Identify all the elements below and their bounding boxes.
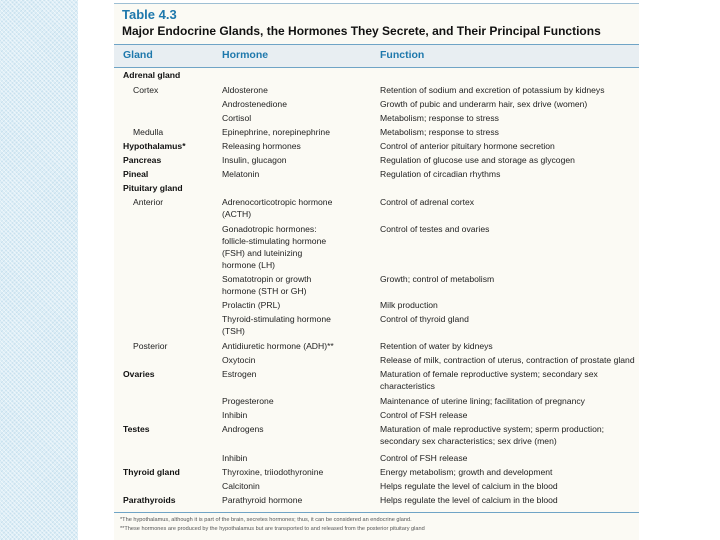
table-row (114, 381, 639, 393)
endocrine-table (114, 3, 639, 540)
gland-cell: Pineal (123, 169, 149, 179)
header-gland: Gland (123, 49, 153, 61)
hormone-cell: Thyroxine, triiodothyronine (222, 467, 324, 477)
decorative-side-stripe (0, 0, 78, 540)
hormone-cell: Oxytocin (222, 355, 256, 365)
hormone-cell: Inhibin (222, 410, 248, 420)
hormone-cell: Gonadotropic hormones: (222, 224, 317, 234)
gland-cell: Parathyroids (123, 495, 176, 505)
hormone-cell: Somatotropin or growth (222, 274, 312, 284)
function-cell: Control of adrenal cortex (380, 197, 475, 207)
table-row (114, 314, 639, 326)
function-cell: Release of milk, contraction of uterus, contraction of prostate gland (380, 355, 635, 365)
hormone-cell: Progesterone (222, 396, 274, 406)
hormone-cell: hormone (LH) (222, 260, 276, 270)
table-row (114, 355, 639, 367)
function-cell: Metabolism; response to stress (380, 127, 499, 137)
hormone-cell: Adrenocorticotropic hormone (222, 197, 333, 207)
hormone-cell: Releasing hormones (222, 141, 301, 151)
function-cell: Maturation of female reproductive system; secondary sex (380, 369, 598, 379)
table-row (114, 224, 639, 236)
table-row (114, 300, 639, 312)
hormone-cell: (FSH) and luteinizing (222, 248, 303, 258)
table-row (114, 85, 639, 97)
table-row (114, 369, 639, 381)
gland-cell: Pituitary gland (123, 183, 183, 193)
table-row (114, 99, 639, 111)
table-row (114, 495, 639, 507)
function-cell: Retention of water by kidneys (380, 341, 493, 351)
function-cell: Control of FSH release (380, 410, 468, 420)
table-row (114, 209, 639, 221)
hormone-cell: Epinephrine, norepinephrine (222, 127, 330, 137)
function-cell: Regulation of glucose use and storage as glycogen (380, 155, 575, 165)
table-title: Major Endocrine Glands, the Hormones They Secrete, and Their Principal Functions (122, 24, 601, 38)
function-cell: Energy metabolism; growth and development (380, 467, 553, 477)
hormone-cell: Aldosterone (222, 85, 268, 95)
footnote-hypothalamus: *The hypothalamus, although it is part of the brain, secretes hormones; thus, it can be considered an endocrine gland. (120, 517, 412, 523)
hormone-cell: Parathyroid hormone (222, 495, 303, 505)
function-cell: secondary sex characteristics; sex drive (men) (380, 436, 557, 446)
table-row (114, 410, 639, 422)
function-cell: Control of FSH release (380, 453, 468, 463)
hormone-cell: Antidiuretic hormone (ADH)** (222, 341, 334, 351)
table-row (114, 127, 639, 139)
function-cell: Control of thyroid gland (380, 314, 469, 324)
hormone-cell: (ACTH) (222, 209, 252, 219)
table-row (114, 286, 639, 298)
gland-cell: Anterior (133, 197, 164, 207)
function-cell: Metabolism; response to stress (380, 113, 499, 123)
table-row (114, 341, 639, 353)
hormone-cell: Cortisol (222, 113, 252, 123)
function-cell: Regulation of circadian rhythms (380, 169, 501, 179)
hormone-cell: Androgens (222, 424, 264, 434)
table-row (114, 155, 639, 167)
hormone-cell: Inhibin (222, 453, 248, 463)
gland-cell: Ovaries (123, 369, 155, 379)
table-row (114, 436, 639, 448)
table-row (114, 396, 639, 408)
table-row (114, 236, 639, 248)
table-row (114, 424, 639, 436)
function-cell: Control of testes and ovaries (380, 224, 490, 234)
hormone-cell: Estrogen (222, 369, 257, 379)
table-row (114, 326, 639, 338)
table-row (114, 169, 639, 181)
hormone-cell: hormone (STH or GH) (222, 286, 307, 296)
hormone-cell: Calcitonin (222, 481, 260, 491)
table-row (114, 453, 639, 465)
table-row (114, 260, 639, 272)
table-number: Table 4.3 (122, 7, 177, 22)
hormone-cell: Androstenedione (222, 99, 287, 109)
gland-cell: Testes (123, 424, 150, 434)
table-row (114, 481, 639, 493)
function-cell: Control of anterior pituitary hormone secretion (380, 141, 555, 151)
gland-cell: Thyroid gland (123, 467, 180, 477)
function-cell: Helps regulate the level of calcium in the blood (380, 481, 558, 491)
table-row (114, 274, 639, 286)
hormone-cell: follicle-stimulating hormone (222, 236, 327, 246)
gland-cell: Adrenal gland (123, 70, 181, 80)
footer-divider (114, 512, 639, 513)
gland-cell: Pancreas (123, 155, 162, 165)
function-cell: Retention of sodium and excretion of potassium by kidneys (380, 85, 605, 95)
hormone-cell: Insulin, glucagon (222, 155, 287, 165)
header-hormone: Hormone (222, 49, 269, 61)
function-cell: Helps regulate the level of calcium in the blood (380, 495, 558, 505)
hormone-cell: Thyroid-stimulating hormone (222, 314, 331, 324)
function-cell: Maintenance of uterine lining; facilitation of pregnancy (380, 396, 585, 406)
hormone-cell: Melatonin (222, 169, 260, 179)
hormone-cell: Prolactin (PRL) (222, 300, 281, 310)
table-header (114, 44, 639, 68)
gland-cell: Cortex (133, 85, 159, 95)
hormone-cell: (TSH) (222, 326, 245, 336)
table-row (114, 467, 639, 479)
table-row (114, 183, 639, 195)
gland-cell: Hypothalamus* (123, 141, 186, 151)
function-cell: Growth; control of metabolism (380, 274, 495, 284)
table-row (114, 70, 639, 82)
function-cell: Milk production (380, 300, 438, 310)
table-row (114, 197, 639, 209)
function-cell: characteristics (380, 381, 435, 391)
table-row (114, 248, 639, 260)
gland-cell: Posterior (133, 341, 168, 351)
function-cell: Growth of pubic and underarm hair, sex drive (women) (380, 99, 588, 109)
header-function: Function (380, 49, 425, 61)
gland-cell: Medulla (133, 127, 164, 137)
function-cell: Maturation of male reproductive system; sperm production; (380, 424, 605, 434)
table-row (114, 113, 639, 125)
footnote-posterior-pituitary: **These hormones are produced by the hypothalamus but are transported to and released from the posterior pituitary gland (120, 526, 425, 532)
table-row (114, 141, 639, 153)
